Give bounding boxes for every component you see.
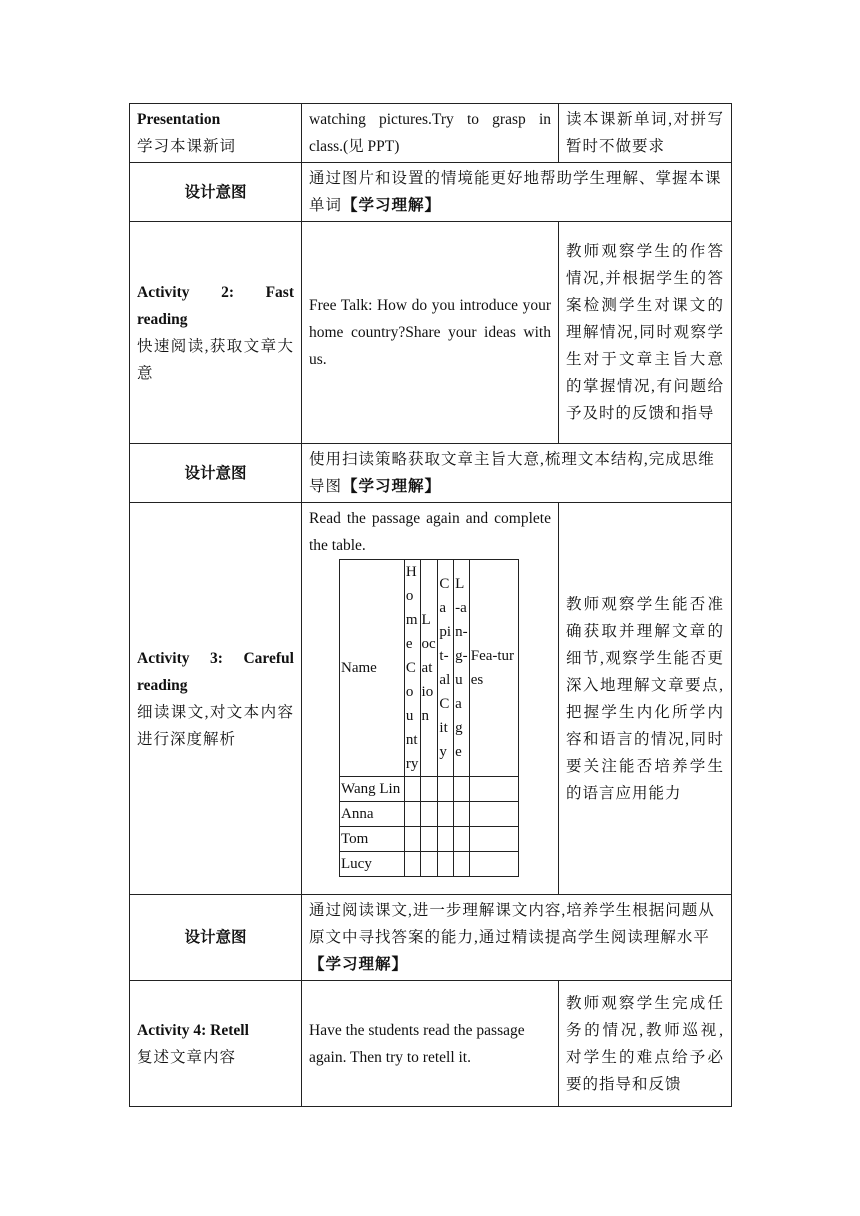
info-table-row [340,802,519,827]
content-cell: Free Talk: How do you introduce your home country?Share your ideas with us. [302,222,559,444]
row-activity-2 [130,222,732,444]
activity-subtitle: 快速阅读,获取文章大意 [137,337,294,382]
intent-text-cell [302,444,732,503]
activity-cell [130,104,302,163]
empty-cell [454,852,470,877]
empty-cell [404,852,420,877]
activity-subtitle: 学习本课新词 [137,138,237,155]
header-location: Location [420,560,438,777]
info-table [339,559,519,877]
info-table-row [340,827,519,852]
activity-subtitle: 细读课文,对文本内容进行深度解析 [137,703,294,748]
intent-label: 设计意图 [130,444,302,503]
header-language: L-an-g-uage [454,560,470,777]
intent-text-cell [302,895,732,981]
empty-cell [438,802,454,827]
title-word: Careful [243,649,294,667]
content-cell [302,503,559,895]
row-name: Anna [340,802,405,827]
empty-cell [420,802,438,827]
row-name: Tom [340,827,405,852]
activity-title-cont: reading [137,676,188,694]
row-design-intent [130,163,732,222]
empty-cell [469,852,518,877]
intent-tag: 【学习理解】 [309,956,409,973]
row-activity-4 [130,981,732,1107]
row-name: Lucy [340,852,405,877]
intent-label: 设计意图 [130,895,302,981]
empty-cell [454,802,470,827]
content-cell: watching pictures.Try to grasp in class.(见 PPT) [302,104,559,163]
empty-cell [420,852,438,877]
intent-text: 通过图片和设置的情境能更好地帮助学生理解、掌握本课单词 [309,170,722,214]
eval-cell: 教师观察学生的作答情况,并根据学生的答案检测学生对课文的理解情况,同时观察学生对于文章主旨大意的掌握情况,有问题给予及时的反馈和指导 [559,222,732,444]
intent-text-cell [302,163,732,222]
title-word: 2: [221,283,234,301]
empty-cell [420,827,438,852]
empty-cell [469,777,518,802]
activity-title-cont: reading [137,310,188,328]
empty-cell [438,852,454,877]
eval-cell: 读本课新单词,对拼写暂时不做要求 [559,104,732,163]
activity-cell [130,981,302,1107]
activity-subtitle: 复述文章内容 [137,1048,237,1066]
row-name: Wang Lin [340,777,405,802]
header-capital-city: Capit-al City [438,560,454,777]
activity-title: Activity 4: Retell [137,1021,249,1039]
activity-title: Presentation [137,111,221,128]
eval-cell: 教师观察学生能否准确获取并理解文章的细节,观察学生能否更深入地理解文章要点,把握学生内化所学内容和语言的情况,同时要关注能否培养学生的语言应用能力 [559,503,732,895]
intent-text: 使用扫读策略获取文章主旨大意,梳理文本结构,完成思维导图 [309,451,715,495]
row-design-intent [130,895,732,981]
activity-title [137,645,294,672]
content-text: Read the passage again and complete the table. [309,510,551,554]
empty-cell [420,777,438,802]
row-activity-3 [130,503,732,895]
row-design-intent [130,444,732,503]
lesson-plan-table [129,103,732,1107]
info-table-row [340,777,519,802]
title-word: Activity [137,649,190,667]
intent-label: 设计意图 [130,163,302,222]
info-table-header-row [340,560,519,777]
empty-cell [454,777,470,802]
title-word: 3: [210,649,223,667]
title-word: Activity [137,283,190,301]
title-word: Fast [265,283,294,301]
intent-text: 通过阅读课文,进一步理解课文内容,培养学生根据问题从原文中寻找答案的能力,通过精读提高学生阅读理解水平 [309,902,715,946]
eval-cell: 教师观察学生完成任务的情况,教师巡视,对学生的难点给予必要的指导和反馈 [559,981,732,1107]
info-table-row [340,852,519,877]
empty-cell [469,802,518,827]
empty-cell [454,827,470,852]
intent-tag: 【学习理解】 [342,197,442,214]
activity-title [137,279,294,306]
content-cell: Have the students read the passage again. Then try to retell it. [302,981,559,1107]
empty-cell [404,777,420,802]
header-home-country: Home Country [404,560,420,777]
empty-cell [469,827,518,852]
empty-cell [438,777,454,802]
activity-cell [130,222,302,444]
activity-cell [130,503,302,895]
intent-tag: 【学习理解】 [342,478,442,495]
empty-cell [404,802,420,827]
header-features: Fea-tures [469,560,518,777]
empty-cell [404,827,420,852]
info-table-wrap [339,559,551,877]
empty-cell [438,827,454,852]
header-name: Name [340,560,405,777]
row-presentation [130,104,732,163]
